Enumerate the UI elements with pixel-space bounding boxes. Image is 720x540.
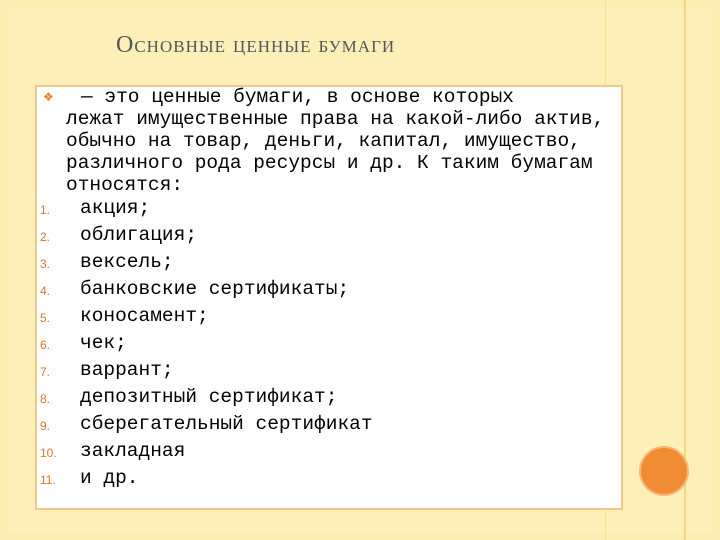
list-text: варрант; (80, 359, 174, 381)
list-text: акция; (80, 197, 151, 219)
list-text: закладная (80, 440, 186, 462)
list-text: сберегательный сертификат (80, 413, 373, 435)
list-text: вексель; (80, 251, 174, 273)
list-text: депозитный сертификат; (80, 386, 338, 408)
list-text: коносамент; (80, 305, 209, 327)
list-text: и др. (80, 467, 139, 489)
list-text: банковские сертификаты; (80, 278, 350, 300)
list-text: облигация; (80, 224, 198, 246)
list-number: 5. (40, 311, 51, 325)
list-text: чек; (80, 332, 127, 354)
list-number: 2. (40, 230, 51, 244)
intro-line: лежат имущественные права на какой-либо актив, (66, 108, 605, 130)
intro-line: — это ценные бумаги, в основе которых (81, 86, 514, 108)
intro-line: обычно на товар, деньги, капитал, имущество, (66, 130, 581, 152)
intro-paragraph (66, 86, 626, 196)
list-number: 6. (40, 338, 51, 352)
list-number: 1. (40, 203, 51, 217)
list-number: 11. (40, 473, 56, 487)
intro-line: различного рода ресурсы и др. К таким бумагам (66, 152, 593, 174)
list-number: 4. (40, 284, 51, 298)
list-number: 10. (40, 446, 57, 460)
slide-title: Основные ценные бумаги (116, 32, 396, 58)
intro-line: относятся: (66, 174, 184, 196)
list-number: 9. (40, 419, 51, 433)
list-number: 8. (40, 392, 51, 406)
bullet-icon: ❖ (43, 90, 54, 104)
decorative-rule (684, 0, 686, 540)
decorative-circle (641, 448, 687, 494)
list-number: 3. (40, 257, 51, 271)
list-number: 7. (40, 365, 51, 379)
